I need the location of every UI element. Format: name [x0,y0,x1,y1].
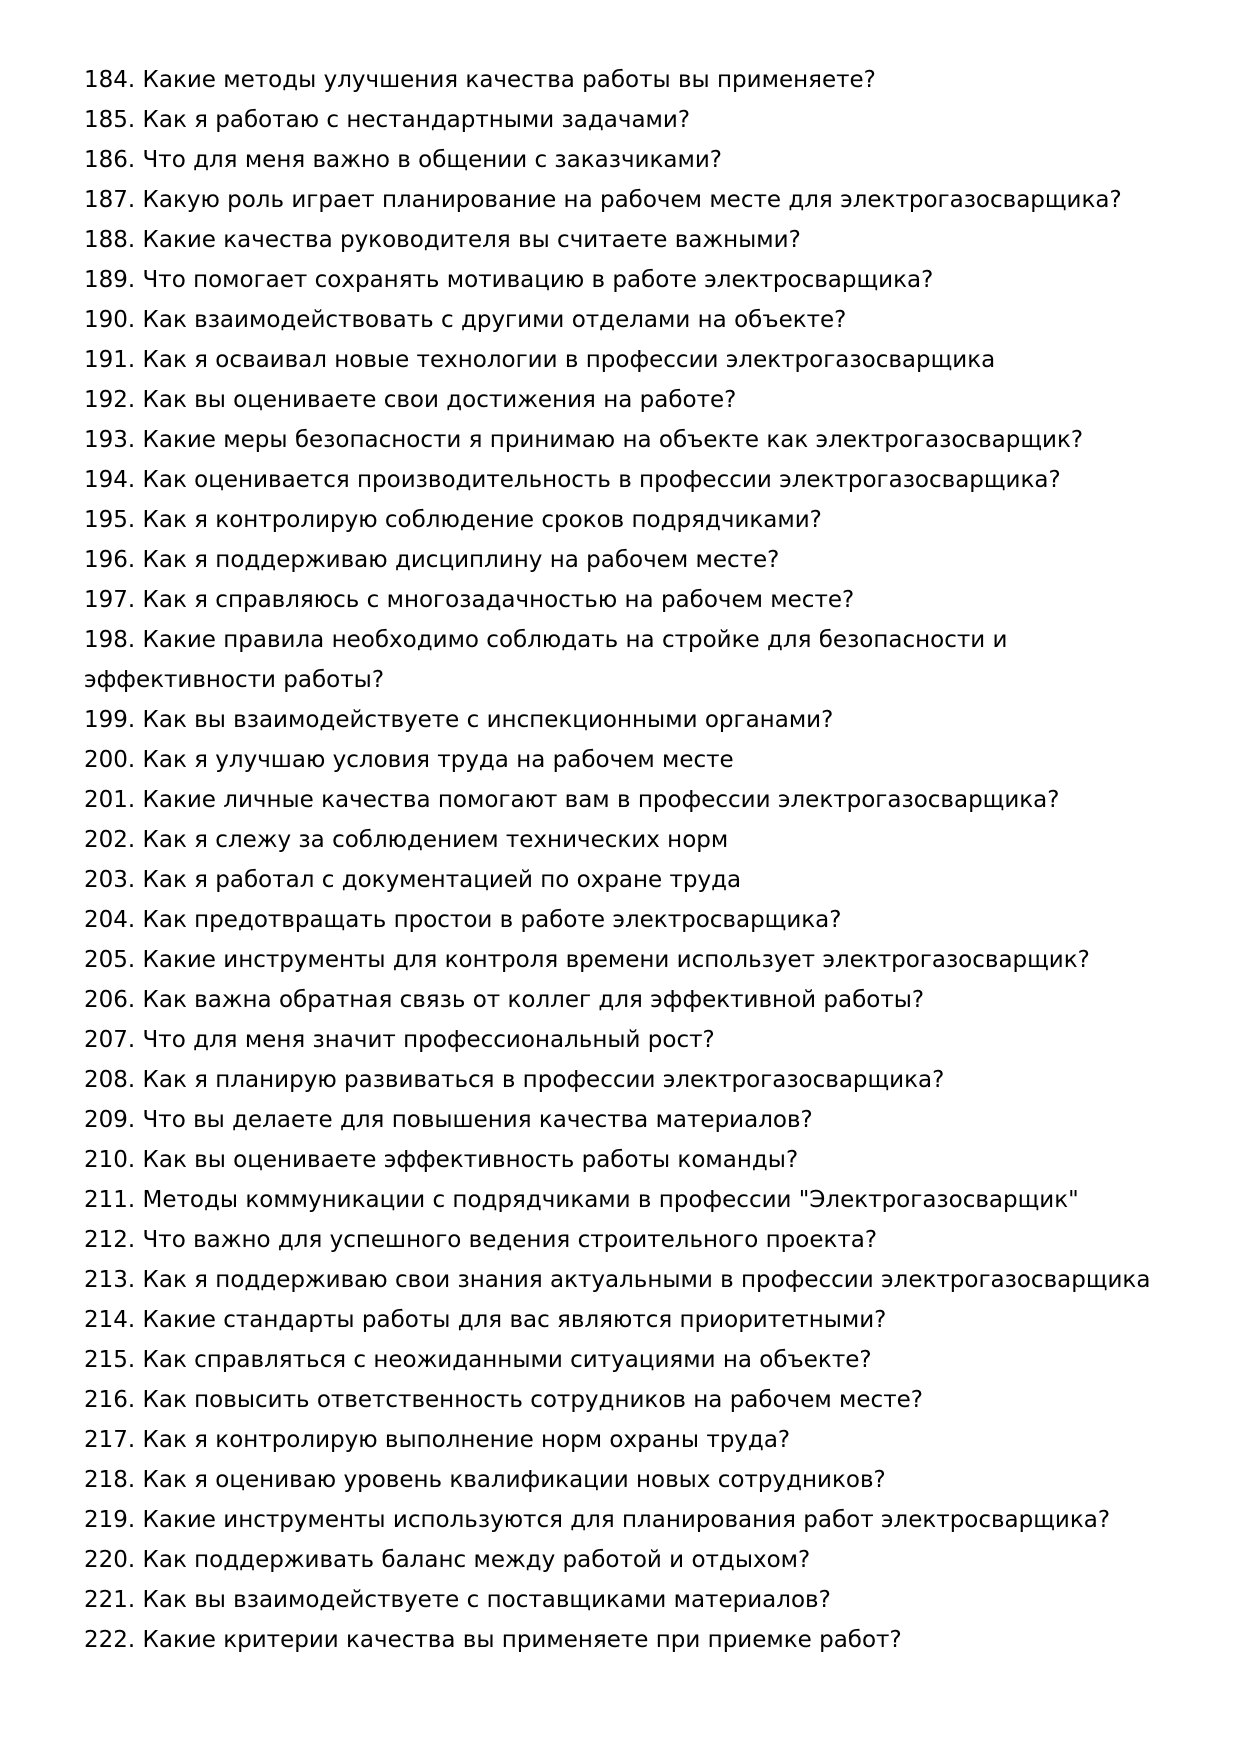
question-item: 185. Как я работаю с нестандартными задачами? [84,107,691,133]
question-item: 207. Что для меня значит профессиональный рост? [84,1027,715,1053]
question-item: 216. Как повысить ответственность сотрудников на рабочем месте? [84,1387,923,1413]
question-item: 220. Как поддерживать баланс между работой и отдыхом? [84,1547,811,1573]
question-item: 200. Как я улучшаю условия труда на рабочем месте [84,747,734,773]
question-item: 215. Как справляться с неожиданными ситуациями на объекте? [84,1347,872,1373]
question-item: 190. Как взаимодействовать с другими отделами на объекте? [84,307,847,333]
question-item: 219. Какие инструменты используются для планирования работ электросварщика? [84,1507,1111,1533]
question-item: 191. Как я осваивал новые технологии в профессии электрогазосварщика [84,347,996,373]
question-item: 204. Как предотвращать простои в работе электросварщика? [84,907,842,933]
question-item: 198. Какие правила необходимо соблюдать на стройке для безопасности и эффективности работы? [84,627,1008,693]
question-item: 209. Что вы делаете для повышения качества материалов? [84,1107,813,1133]
question-item: 196. Как я поддерживаю дисциплину на рабочем месте? [84,547,780,573]
question-item: 192. Как вы оцениваете свои достижения на работе? [84,387,737,413]
question-item: 208. Как я планирую развиваться в профессии электрогазосварщика? [84,1067,945,1093]
question-item: 202. Как я слежу за соблюдением технических норм [84,827,729,853]
question-item: 189. Что помогает сохранять мотивацию в работе электросварщика? [84,267,934,293]
question-item: 212. Что важно для успешного ведения строительного проекта? [84,1227,878,1253]
question-item: 221. Как вы взаимодействуете с поставщиками материалов? [84,1587,831,1613]
question-item: 217. Как я контролирую выполнение норм охраны труда? [84,1427,791,1453]
question-item: 218. Как я оцениваю уровень квалификации новых сотрудников? [84,1467,886,1493]
question-item: 201. Какие личные качества помогают вам в профессии электрогазосварщика? [84,787,1060,813]
question-item: 186. Что для меня важно в общении с заказчиками? [84,147,723,173]
question-item: 199. Как вы взаимодействуете с инспекционными органами? [84,707,834,733]
question-item: 193. Какие меры безопасности я принимаю на объекте как электрогазосварщик? [84,427,1084,453]
question-item: 203. Как я работал с документацией по охране труда [84,867,742,893]
question-item: 214. Какие стандарты работы для вас являются приоритетными? [84,1307,887,1333]
question-item: 188. Какие качества руководителя вы считаете важными? [84,227,801,253]
question-item: 205. Какие инструменты для контроля времени использует электрогазосварщик? [84,947,1090,973]
question-item: 206. Как важна обратная связь от коллег для эффективной работы? [84,987,925,1013]
question-item: 195. Как я контролирую соблюдение сроков подрядчиками? [84,507,822,533]
question-item: 194. Как оценивается производительность в профессии электрогазосварщика? [84,467,1061,493]
question-item: 187. Какую роль играет планирование на рабочем месте для электрогазосварщика? [84,187,1122,213]
question-item: 210. Как вы оцениваете эффективность работы команды? [84,1147,799,1173]
question-item: 222. Какие критерии качества вы применяете при приемке работ? [84,1627,902,1653]
question-item: 211. Методы коммуникации с подрядчиками в профессии "Электрогазосварщик" [84,1187,1079,1213]
question-item: 213. Как я поддерживаю свои знания актуальными в профессии электрогазосварщика [84,1267,1151,1293]
question-item: 197. Как я справляюсь с многозадачностью на рабочем месте? [84,587,855,613]
question-item: 184. Какие методы улучшения качества работы вы применяете? [84,67,876,93]
question-list [84,60,1164,1660]
